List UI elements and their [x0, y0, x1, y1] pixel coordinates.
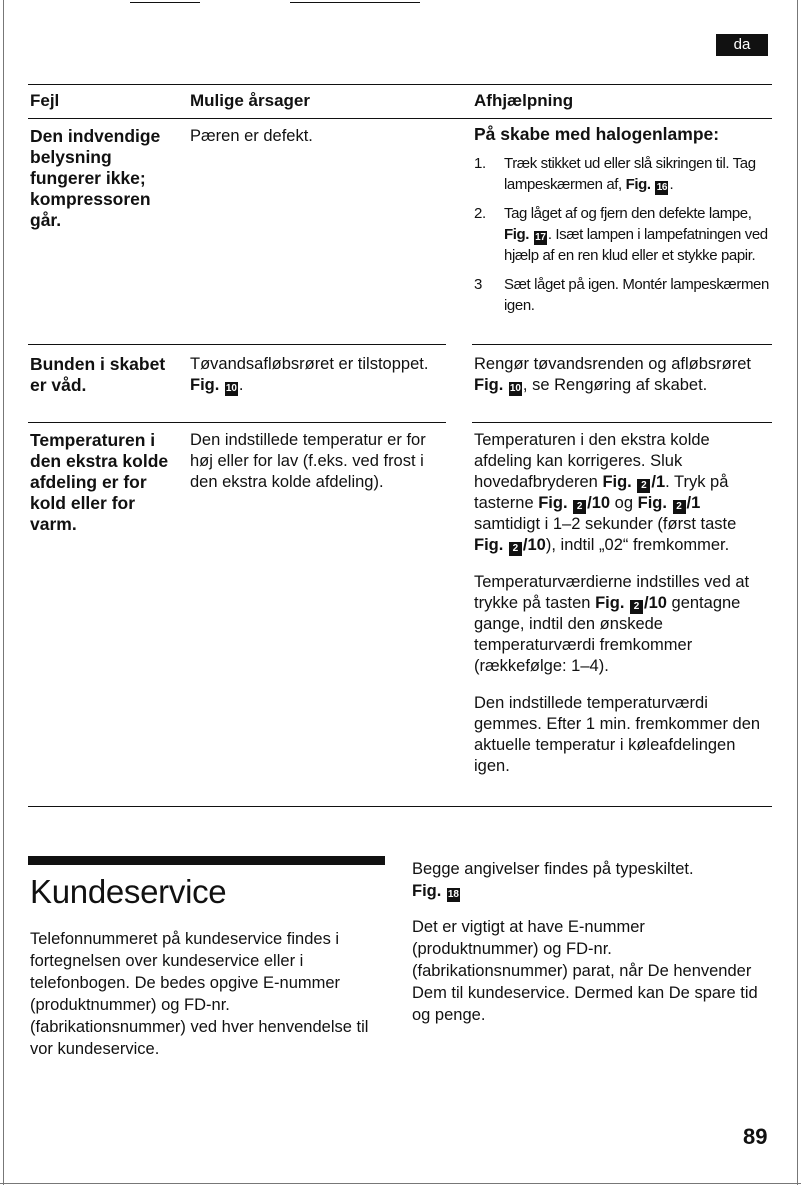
row3-fault: Temperaturen i den ekstra kolde afdeling er for kold eller for varm. [30, 430, 169, 534]
remedy-title: På skabe med halogenlampe: [474, 124, 720, 144]
left-edge-line [3, 0, 4, 1185]
step-2 [474, 203, 770, 266]
text-run: samtidigt i 1–2 sekunder (først taste [474, 515, 737, 533]
step-text: Sæt låget på igen. Montér lampeskærmen igen. [504, 276, 769, 314]
fig-label: Fig. [602, 473, 632, 491]
header-rule [28, 118, 772, 119]
row2-cause [190, 354, 460, 396]
table-top-rule [28, 84, 772, 85]
text-run: gentagne gange, indtil den ønskede temperaturværdi fremkommer (rækkefølge: 1–4). [474, 594, 741, 675]
remedy-paragraph-1 [474, 430, 768, 556]
fig-label: Fig. [504, 226, 530, 243]
remedy-steps [474, 153, 770, 316]
step-text: Træk stikket ud eller slå sikringen til. Tag lampeskærmen af, [504, 155, 756, 193]
column-header-causes: Mulige årsager [190, 91, 310, 110]
text-run: . Tryk på tasterne [474, 473, 729, 512]
text-run: ), indtil „02“ fremkommer. [545, 536, 730, 554]
row2-rule-left [28, 422, 446, 423]
column-header-fault: Fejl [30, 91, 60, 110]
cause-tail: . [238, 376, 244, 394]
row1-remedy [474, 124, 770, 324]
page-number: 89 [743, 1124, 768, 1149]
table-bottom-rule [28, 806, 772, 807]
row1-fault: Den indvendige belysning fungerer ikke; kompressoren går. [30, 126, 161, 230]
figure-item-ref: /1 [651, 473, 666, 491]
fig-label: Fig. [538, 494, 568, 512]
figure-number-box: 16 [656, 182, 668, 193]
fig-label: Fig. [625, 176, 651, 193]
figure-number-box: 2 [673, 500, 686, 514]
remedy-text: Rengør tøvandsrenden og afløbsrøret [474, 355, 751, 373]
fig-label: Fig. [474, 536, 504, 554]
row1-rule-right [472, 344, 772, 345]
language-badge: da [716, 34, 768, 56]
row2-rule-right [472, 422, 772, 423]
right-paragraph-1: Begge angivelser findes på typeskiltet. [412, 860, 694, 878]
row2-fault: Bunden i skabet er våd. [30, 354, 166, 395]
kundeservice-left-text: Telefonnummeret på kundeservice findes i fortegnelsen over kundeservice eller i telefonbogen. De bedes opgive E-nummer (produktnummer) og FD-nr. (fabrikationsnummer) ved hver henvendelse til vor kundeservice. [30, 930, 369, 1058]
section-bar [28, 856, 385, 865]
step-3 [474, 274, 770, 316]
remedy-paragraph-3: Den indstillede temperaturværdi gemmes. Efter 1 min. fremkommer den aktuelle temperatur i køleafdelingen igen. [474, 694, 761, 775]
column-header-remedy: Afhjælpning [474, 91, 574, 110]
step-text: Tag låget af og fjern den defekte lampe, [504, 205, 752, 222]
step-1 [474, 153, 770, 195]
text-run: og [614, 494, 634, 512]
top-edge-line [130, 2, 200, 3]
row1-cause: Pæren er defekt. [190, 127, 313, 145]
bottom-edge-line [0, 1183, 801, 1184]
section-title: Kundeservice [30, 873, 227, 910]
kundeservice-right-text [412, 858, 772, 1026]
step-number: 3 [474, 276, 482, 293]
text-run: Temperaturen i den ekstra kolde afdeling kan korrigeres. Sluk hovedafbryderen [474, 431, 710, 491]
right-fig-ref [412, 880, 772, 902]
cause-text: Tøvandsafløbsrøret er tilstoppet. [190, 355, 429, 373]
step-number: 2. [474, 205, 486, 222]
row3-remedy [474, 430, 768, 793]
fig-label: Fig. [190, 376, 220, 394]
row1-rule-left [28, 344, 446, 345]
figure-number-box: 10 [225, 383, 237, 394]
right-paragraph-2: Det er vigtigt at have E-nummer (produktnummer) og FD-nr. (fabrikationsnummer) parat, når De henvender Dem til kundeservice. Dermed kan De spare tid og penge. [412, 918, 758, 1024]
figure-number-box: 2 [637, 479, 650, 493]
figure-number-box: 10 [509, 383, 521, 394]
figure-number-box: 2 [509, 542, 522, 556]
figure-item-ref: /10 [644, 594, 667, 612]
right-edge-line [797, 0, 798, 1185]
row3-cause: Den indstillede temperatur er for høj eller for lav (f.eks. ved frost i den ekstra kolde afdeling). [190, 431, 426, 491]
fig-label: Fig. [637, 494, 667, 512]
fig-label: Fig. [595, 594, 625, 612]
figure-number-box: 2 [630, 600, 643, 614]
step-tail: . Isæt lampen i lampefatningen ved hjælp af en ren klud eller et stykke papir. [504, 226, 768, 264]
figure-item-ref: /10 [587, 494, 611, 512]
row2-remedy [474, 354, 770, 396]
figure-item-ref: /10 [522, 536, 546, 554]
figure-item-ref: /1 [686, 494, 701, 512]
figure-number-box: 18 [447, 889, 459, 900]
step-number: 1. [474, 155, 486, 172]
figure-number-box: 2 [573, 500, 586, 514]
figure-number-box: 17 [535, 232, 546, 243]
text-run: Temperaturværdierne indstilles ved at trykke på tasten [474, 573, 750, 612]
fig-label: Fig. [474, 376, 504, 394]
remedy-tail: , se Rengøring af skabet. [522, 376, 708, 394]
fig-label: Fig. [412, 882, 442, 900]
top-edge-line-2 [290, 2, 420, 3]
step-tail: . [669, 176, 674, 193]
remedy-paragraph-2 [474, 572, 768, 677]
